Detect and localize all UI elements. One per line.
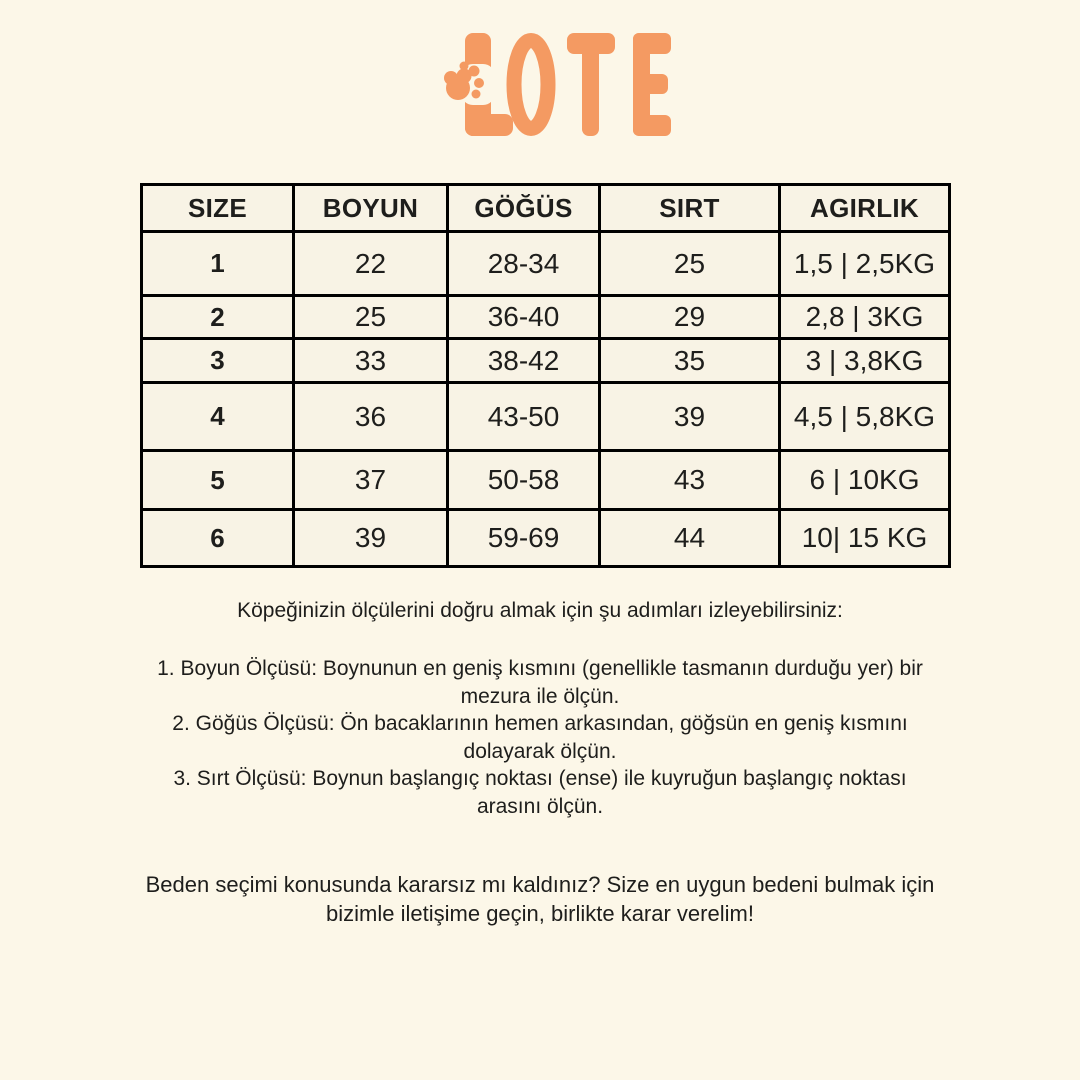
cell-gogus: 38-42 [448, 339, 600, 383]
measure-intro: Köpeğinizin ölçülerini doğru almak için şu adımları izleyebilirsiniz: [237, 599, 843, 622]
cell-agirlik: 3 | 3,8KG [780, 339, 950, 383]
col-header-size: SIZE [142, 185, 294, 232]
letter-o [514, 41, 548, 129]
size-chart-row [142, 510, 950, 567]
cell-agirlik: 4,5 | 5,8KG [780, 383, 950, 451]
size-chart-header-row [142, 185, 950, 232]
cell-agirlik: 6 | 10KG [780, 451, 950, 510]
contact-note-line: bizimle iletişime geçin, birlikte karar verelim! [326, 901, 754, 926]
cell-boyun: 36 [294, 383, 448, 451]
step-line: mezura ile ölçün. [460, 684, 620, 708]
cell-gogus: 50-58 [448, 451, 600, 510]
cell-boyun: 37 [294, 451, 448, 510]
cell-gogus: 43-50 [448, 383, 600, 451]
cell-boyun: 33 [294, 339, 448, 383]
cell-size: 6 [142, 510, 294, 567]
step-line: arasını ölçün. [476, 794, 604, 818]
size-chart-row [142, 339, 950, 383]
cell-sirt: 25 [600, 232, 780, 296]
col-header-gogus: GÖĞÜS [448, 185, 600, 232]
col-header-agirlik: AGIRLIK [780, 185, 950, 232]
cell-gogus: 59-69 [448, 510, 600, 567]
measure-steps [0, 655, 1080, 820]
cell-agirlik: 1,5 | 2,5KG [780, 232, 950, 296]
cell-agirlik: 2,8 | 3KG [780, 296, 950, 339]
size-chart-body [142, 232, 950, 567]
contact-note [0, 870, 1080, 928]
size-chart-row [142, 451, 950, 510]
cell-sirt: 29 [600, 296, 780, 339]
cell-sirt: 44 [600, 510, 780, 567]
cell-boyun: 25 [294, 296, 448, 339]
cell-size: 5 [142, 451, 294, 510]
cell-size: 3 [142, 339, 294, 383]
cell-sirt: 35 [600, 339, 780, 383]
cell-sirt: 39 [600, 383, 780, 451]
cell-size: 2 [142, 296, 294, 339]
step-line: 2. Göğüs Ölçüsü: Ön bacaklarının hemen arkasından, göğsün en geniş kısmını [172, 712, 908, 735]
contact-note-line: Beden seçimi konusunda kararsız mı kaldınız? Size en uygun bedeni bulmak için [145, 872, 935, 897]
cell-gogus: 28-34 [448, 232, 600, 296]
letter-t [567, 33, 615, 136]
step-line: 1. Boyun Ölçüsü: Boynunun en geniş kısmını (genellikle tasmanın durduğu yer) bir [157, 657, 923, 680]
cell-agirlik: 10| 15 KG [780, 510, 950, 567]
step-line: dolayarak ölçün. [463, 739, 617, 763]
cell-boyun: 22 [294, 232, 448, 296]
size-chart-table [140, 183, 951, 568]
size-chart-row [142, 232, 950, 296]
cell-size: 1 [142, 232, 294, 296]
size-chart-row [142, 383, 950, 451]
cell-boyun: 39 [294, 510, 448, 567]
letter-e [633, 33, 671, 136]
step-line: 3. Sırt Ölçüsü: Boynun başlangıç noktası (ense) ile kuyruğun başlangıç noktası [173, 767, 907, 790]
size-chart-row [142, 296, 950, 339]
paw-icon [444, 62, 484, 101]
col-header-sirt: SIRT [600, 185, 780, 232]
cell-sirt: 43 [600, 451, 780, 510]
col-header-boyun: BOYUN [294, 185, 448, 232]
lote-logo [440, 33, 675, 136]
cell-size: 4 [142, 383, 294, 451]
cell-gogus: 36-40 [448, 296, 600, 339]
letter-l [444, 33, 513, 136]
